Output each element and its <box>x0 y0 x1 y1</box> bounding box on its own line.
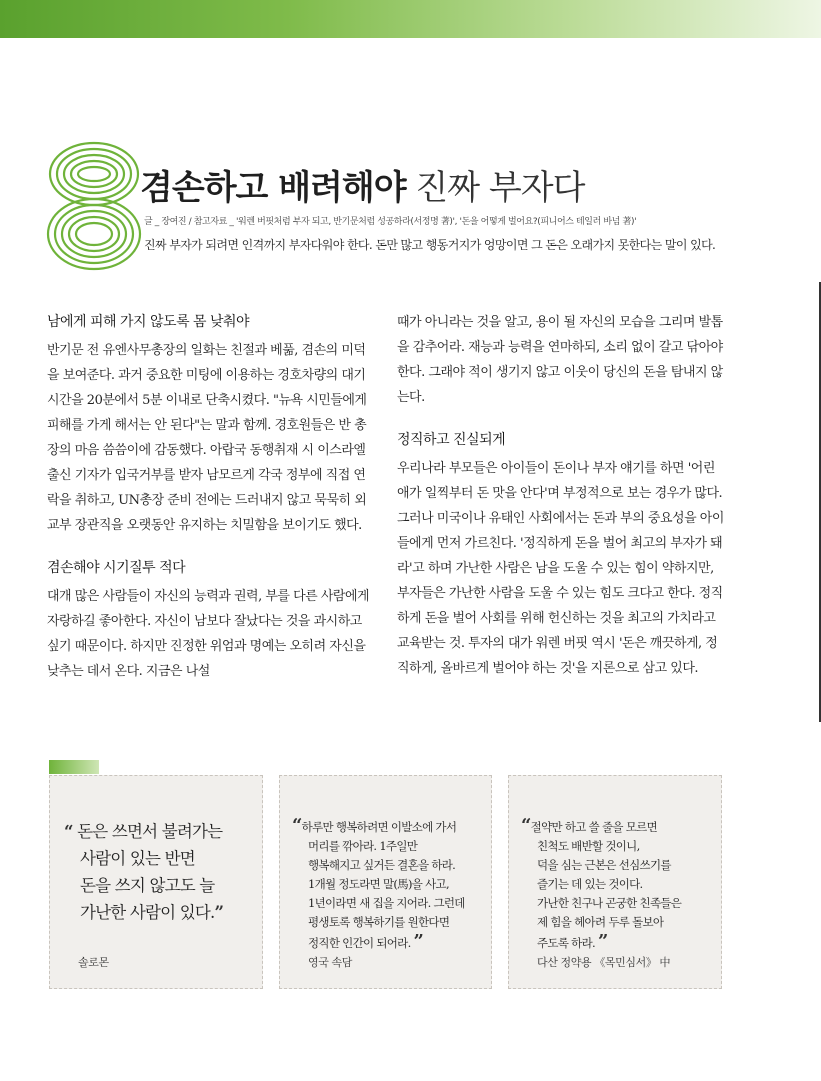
quote-source: 다산 정약용 《목민심서》 中 <box>537 956 671 969</box>
article-credits: 글 _ 장여진 / 참고자료 _ '워렌 버핏처럼 부자 되고, 반기문처럼 성공하라(서정명 著)', '돈을 어떻게 벌어요?(피니어스 테일러 바넘 著)' <box>144 217 637 227</box>
section-body: 대개 많은 사람들이 자신의 능력과 권력, 부를 다른 사람에게 자랑하길 좋아한다. 자신이 남보다 잘났다는 것을 과시하고 싶기 때문이다. 하지만 진정한 위엄과 명예는 오히려 자신을 낮추는 데서 온다. 지금은 나설 <box>47 589 370 679</box>
quote-box <box>49 775 263 989</box>
open-quote-icon: “ <box>292 815 302 836</box>
svg-text:8: 8 <box>93 240 95 241</box>
quote-line: 가난한 친구나 곤궁한 친족들은 <box>537 896 682 910</box>
title-light: 진짜 부자다 <box>405 168 585 208</box>
section-heading: 남에게 피해 가지 않도록 몸 낮춰야 <box>47 314 250 330</box>
section-heading: 겸손해야 시기질투 적다 <box>47 560 186 576</box>
close-quote-icon: ” <box>413 931 424 952</box>
quote-line: 돈을 쓰지 않고도 늘 <box>80 876 215 895</box>
section-body-continued: 때가 아니라는 것을 알고, 용이 될 자신의 모습을 그리며 발톱을 감추어라. 재능과 능력을 연마하되, 소리 없이 갈고 닦아야 한다. 그래야 적이 생기지 않고 이웃이 당신의 돈을 탐내지 않는다. <box>397 315 723 405</box>
article-title <box>140 168 584 208</box>
quote-accent-bar <box>49 760 99 774</box>
quote-line: 하루만 행복하려면 이발소에 가서 <box>301 820 457 834</box>
quote-line: 돈은 쓰면서 불려가는 <box>77 822 223 841</box>
section-body: 반기문 전 유엔사무총장의 일화는 친절과 베풂, 겸손의 미덕을 보여준다. 과거 중요한 미팅에 이용하는 경호차량의 대기시간을 20분에서 5분 이내로 단축시켰다. "뉴욕 시민들에게 피해를 가게 해서는 안 된다"는 말과 함께. 경호원들은 반 총장의 마음 씀씀이에 감동했다. 아랍국 동행취재 시 이스라엘 출신 기자가 입국거부를 받자 남모르게 각국 정부에 직접 연락을 취하고, UN총장 준비 전에는 드러내지 않고 묵묵히 외교부 장관직을 오랫동안 유지하는 치밀함을 보이기도 했다. <box>47 343 367 533</box>
section-number-graphic <box>44 140 144 272</box>
quote-source: 솔로몬 <box>78 956 109 969</box>
quote-line: 덕을 심는 근본은 선심쓰기를 <box>537 858 671 872</box>
right-column <box>397 310 727 699</box>
quote-line: 사람이 있는 반면 <box>80 849 195 868</box>
quote-line: 절약만 하고 쓸 줄을 모르면 <box>530 820 657 834</box>
quote-line: 주도록 하라. <box>537 936 595 950</box>
quote-text <box>64 818 259 926</box>
title-bold: 겸손하고 배려해야 <box>140 168 406 208</box>
open-quote-icon: “ <box>521 815 531 836</box>
quote-box <box>279 775 492 989</box>
quote-line: 제 힘을 헤아려 두루 돌보아 <box>537 915 664 929</box>
article-lede: 진짜 부자가 되려면 인격까지 부자다워야 한다. 돈만 많고 행동거지가 엉망이면 그 돈은 오래가지 못한다는 말이 있다. <box>144 238 716 252</box>
section-body: 우리나라 부모들은 아이들이 돈이나 부자 얘기를 하면 '어린 애가 일찍부터 돈 맛을 안다'며 부정적으로 보는 경우가 많다. 그러나 미국이나 유태인 사회에서는 돈과 부의 중요성을 아이들에게 먼저 가르친다. '정직하게 돈을 벌어 최고의 부자가 돼라'고 하며 가난한 사람은 남을 도울 수 있는 힘이 약하지만, 부자들은 가난한 사람을 도울 수 있는 힘도 크다고 한다. 정직하게 돈을 벌어 사회를 위해 헌신하는 것을 최고의 가치라고 교육받는 것. 투자의 대가 워렌 버핏 역시 '돈은 깨끗하게, 정직하게, 올바르게 벌어야 하는 것'을 지론으로 삼고 있다. <box>397 461 724 676</box>
quote-box <box>508 775 722 989</box>
quote-line: 가난한 사람이 있다. <box>80 903 215 922</box>
quote-text <box>521 816 717 953</box>
quote-text <box>292 816 488 953</box>
quote-line: 즐기는 데 있는 것이다. <box>537 877 643 891</box>
left-column <box>47 310 377 702</box>
quote-line: 정직한 인간이 되어라. <box>308 936 411 950</box>
quote-line: 1년이라면 새 집을 지어라. 그런데 <box>308 896 465 910</box>
top-color-bar <box>0 0 821 38</box>
close-quote-icon: ” <box>214 903 224 922</box>
quote-line: 머리를 깎아라. 1주일만 <box>308 839 418 853</box>
quote-line: 1개월 정도라면 말(馬)을 사고, <box>308 877 449 891</box>
quote-source: 영국 속담 <box>308 956 353 969</box>
close-quote-icon: ” <box>597 931 608 952</box>
open-quote-icon: “ <box>64 822 73 841</box>
quote-line: 친척도 배반할 것이니, <box>537 839 640 853</box>
quote-line: 평생토록 행복하기를 원한다면 <box>308 915 450 929</box>
section-heading: 정직하고 진실되게 <box>397 432 506 448</box>
quote-line: 행복해지고 싶거든 결혼을 하라. <box>308 858 456 872</box>
